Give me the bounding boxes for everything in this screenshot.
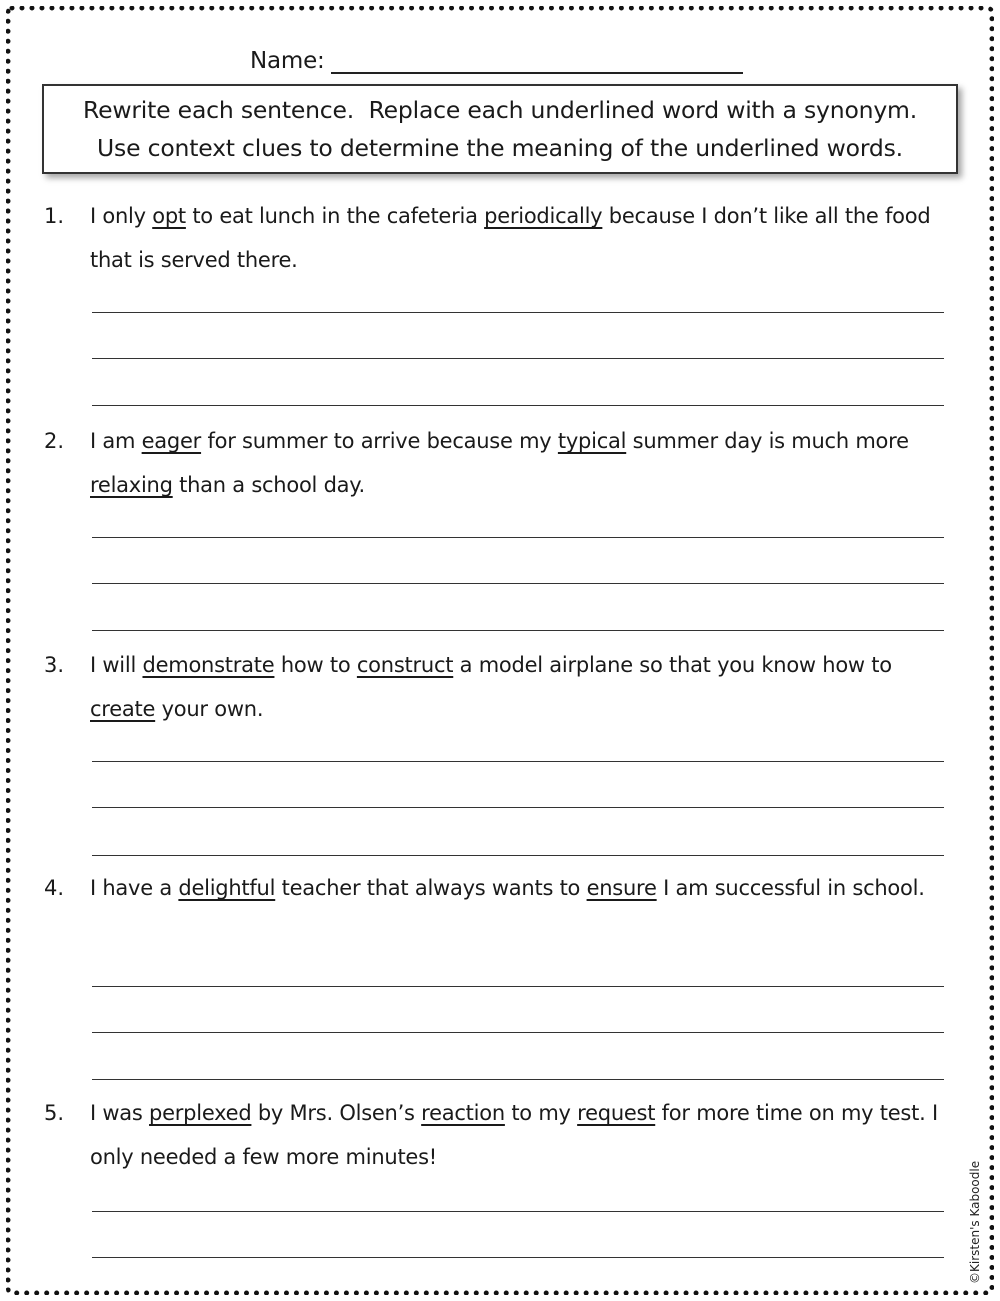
sentence-text: I am [90, 429, 142, 453]
question-number: 3. [44, 653, 65, 677]
answer-line[interactable] [92, 630, 944, 631]
underlined-word: perplexed [149, 1101, 252, 1125]
instructions-line-2: Use context clues to determine the meaning of the underlined words. [97, 134, 903, 162]
question-text [90, 1091, 950, 1179]
sentence-text: I am successful in school. [656, 876, 925, 900]
answer-line[interactable] [92, 312, 944, 313]
question-number: 2. [44, 429, 65, 453]
question-text [90, 419, 950, 507]
sentence-text: to my [504, 1101, 578, 1125]
question-text [90, 866, 950, 910]
name-label: Name: [250, 48, 325, 74]
sentence-text: your own. [155, 697, 264, 721]
sentence-text: teacher that always wants to [275, 876, 587, 900]
answer-line[interactable] [92, 1257, 944, 1258]
sentence-text: for summer to arrive because my [201, 429, 558, 453]
sentence-text: I was [90, 1101, 150, 1125]
underlined-word: ensure [586, 876, 657, 900]
answer-line[interactable] [92, 1211, 944, 1212]
answer-line[interactable] [92, 1079, 944, 1080]
sentence-text: I only [90, 204, 153, 228]
underlined-word: relaxing [90, 473, 173, 497]
sentence-text: how to [274, 653, 357, 677]
question-text [90, 194, 950, 282]
sentence-text: summer day is much more [626, 429, 909, 453]
answer-line[interactable] [92, 405, 944, 406]
underlined-word: create [90, 697, 156, 721]
underlined-word: typical [557, 429, 627, 453]
sentence-text: because I don’t like all the food that is served there. [90, 204, 931, 272]
answer-line[interactable] [92, 358, 944, 359]
question-number: 5. [44, 1101, 65, 1125]
answer-line[interactable] [92, 807, 944, 808]
underlined-word: opt [152, 204, 186, 228]
instructions-box [42, 84, 958, 174]
answer-line[interactable] [92, 1032, 944, 1033]
question-number: 1. [44, 204, 65, 228]
underlined-word: demonstrate [142, 653, 275, 677]
answer-line[interactable] [92, 537, 944, 538]
sentence-text: I have a [90, 876, 179, 900]
question-number: 4. [44, 876, 65, 900]
answer-line[interactable] [92, 986, 944, 987]
instructions-line-1: Rewrite each sentence. Replace each underlined word with a synonym. [83, 96, 917, 124]
sentence-text: than a school day. [172, 473, 365, 497]
underlined-word: periodically [484, 204, 603, 228]
name-row [250, 40, 743, 74]
underlined-word: reaction [421, 1101, 505, 1125]
sentence-text: for more time on my test. I only needed a few more minutes! [90, 1101, 938, 1169]
underlined-word: request [577, 1101, 656, 1125]
underlined-word: delightful [178, 876, 276, 900]
sentence-text: to eat lunch in the cafeteria [185, 204, 485, 228]
answer-line[interactable] [92, 761, 944, 762]
answer-line[interactable] [92, 855, 944, 856]
copyright-notice: ©Kirsten's Kaboodle [968, 1160, 982, 1284]
answer-line[interactable] [92, 583, 944, 584]
question-text [90, 643, 950, 731]
underlined-word: construct [356, 653, 454, 677]
sentence-text: a model airplane so that you know how to [453, 653, 892, 677]
sentence-text: I will [90, 653, 143, 677]
sentence-text: by Mrs. Olsen’s [251, 1101, 422, 1125]
underlined-word: eager [141, 429, 202, 453]
name-field[interactable] [331, 48, 743, 74]
